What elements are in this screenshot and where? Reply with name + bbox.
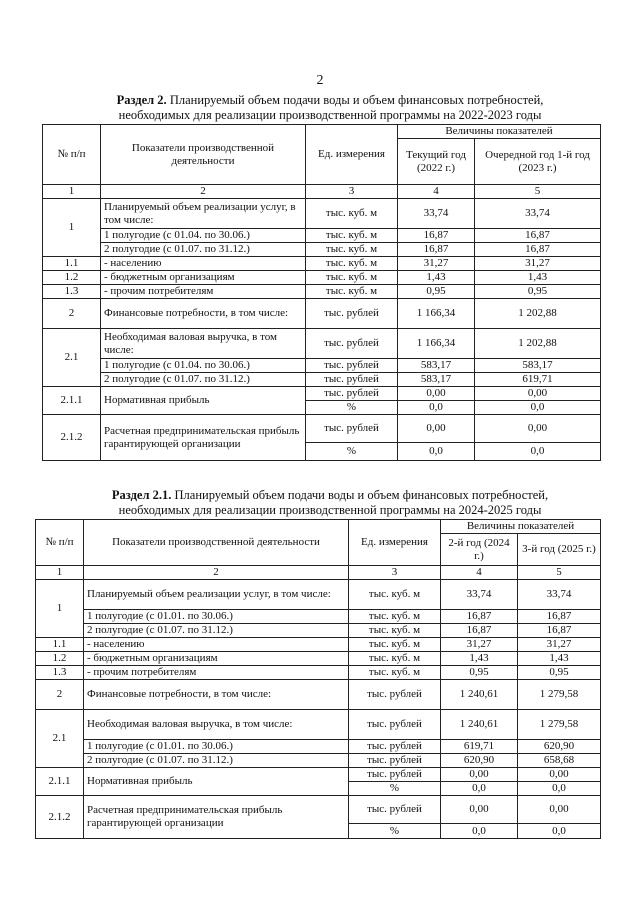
row-value-2: 0,0 xyxy=(518,824,601,839)
row-name: Необходимая валовая выручка, в том числе: xyxy=(101,329,306,359)
row-value-1: 0,95 xyxy=(398,285,475,299)
row-value-1: 33,74 xyxy=(441,580,518,610)
row-value-2: 0,0 xyxy=(518,782,601,796)
row-name: - населению xyxy=(84,638,349,652)
row-name: Нормативная прибыль xyxy=(84,768,349,796)
row-value-2: 658,68 xyxy=(518,754,601,768)
table-row xyxy=(36,610,601,624)
table-row xyxy=(36,624,601,638)
row-value-1: 1 240,61 xyxy=(441,710,518,740)
row-unit: тыс. рублей xyxy=(306,387,398,401)
header-col4: 2-й год (2024 г.) xyxy=(441,534,518,566)
row-value-1: 1 240,61 xyxy=(441,680,518,710)
row-value-1: 0,0 xyxy=(441,824,518,839)
header-num: № п/п xyxy=(43,125,101,185)
row-unit: % xyxy=(306,401,398,415)
section-2-heading-line1: Планируемый объем подачи воды и объем финансовых потребностей, xyxy=(171,488,549,502)
row-unit: тыс. рублей xyxy=(306,359,398,373)
table-row xyxy=(36,796,601,824)
row-value-2: 619,71 xyxy=(475,373,601,387)
header-num: № п/п xyxy=(36,520,84,566)
row-num: 1 xyxy=(36,580,84,638)
row-value-1: 1 166,34 xyxy=(398,329,475,359)
table-row xyxy=(43,271,601,285)
table-row xyxy=(36,638,601,652)
row-name: 1 полугодие (с 01.04. по 30.06.) xyxy=(101,229,306,243)
row-value-1: 1 166,34 xyxy=(398,299,475,329)
row-num: 2.1.2 xyxy=(43,415,101,461)
section-2-heading-bold: Раздел 2.1. xyxy=(111,488,172,502)
row-value-2: 0,00 xyxy=(518,768,601,782)
row-value-1: 0,00 xyxy=(441,768,518,782)
row-value-2: 620,90 xyxy=(518,740,601,754)
header-values: Величины показателей xyxy=(441,520,601,534)
row-num: 2.1.1 xyxy=(36,768,84,796)
header-col5: 3-й год (2025 г.) xyxy=(518,534,601,566)
row-num: 2.1 xyxy=(36,710,84,768)
colnum-3: 3 xyxy=(306,185,398,199)
row-unit: тыс. куб. м xyxy=(306,285,398,299)
row-name: 1 полугодие (с 01.04. по 30.06.) xyxy=(101,359,306,373)
row-num: 1.1 xyxy=(43,257,101,271)
section-1-table xyxy=(42,124,601,461)
colnum-4: 4 xyxy=(398,185,475,199)
row-name: - бюджетным организациям xyxy=(84,652,349,666)
row-value-1: 0,00 xyxy=(398,387,475,401)
row-value-1: 16,87 xyxy=(441,624,518,638)
row-unit: тыс. куб. м xyxy=(306,257,398,271)
row-num: 2.1 xyxy=(43,329,101,387)
row-value-1: 31,27 xyxy=(441,638,518,652)
row-unit: тыс. куб. м xyxy=(349,610,441,624)
row-name: 2 полугодие (с 01.07. по 31.12.) xyxy=(84,754,349,768)
row-unit: тыс. рублей xyxy=(306,373,398,387)
row-value-1: 0,00 xyxy=(398,415,475,443)
section-2-heading xyxy=(60,488,600,518)
table-row xyxy=(36,754,601,768)
header-indicators: Показатели производственной деятельности xyxy=(84,520,349,566)
table-row xyxy=(43,373,601,387)
row-value-2: 0,95 xyxy=(518,666,601,680)
row-value-1: 16,87 xyxy=(398,229,475,243)
row-name: Необходимая валовая выручка, в том числе: xyxy=(84,710,349,740)
row-value-2: 31,27 xyxy=(475,257,601,271)
row-value-2: 31,27 xyxy=(518,638,601,652)
row-unit: тыс. куб. м xyxy=(306,243,398,257)
table-row xyxy=(43,229,601,243)
header-values: Величины показателей xyxy=(398,125,601,139)
table-row xyxy=(36,652,601,666)
table-row xyxy=(43,199,601,229)
row-unit: тыс. рублей xyxy=(349,768,441,782)
section-2-table xyxy=(35,519,601,839)
row-value-1: 0,95 xyxy=(441,666,518,680)
table-row xyxy=(36,768,601,782)
row-value-1: 0,0 xyxy=(398,443,475,461)
row-name: Планируемый объем реализации услуг, в том числе: xyxy=(101,199,306,229)
row-name: - прочим потребителям xyxy=(101,285,306,299)
colnum-5: 5 xyxy=(518,566,601,580)
page-number: 2 xyxy=(316,73,324,88)
row-name: Расчетная предпринимательская прибыль гарантирующей организации xyxy=(101,415,306,461)
row-num: 1.2 xyxy=(36,652,84,666)
row-unit: тыс. куб. м xyxy=(349,580,441,610)
row-name: Расчетная предпринимательская прибыль гарантирующей организации xyxy=(84,796,349,839)
row-value-2: 0,00 xyxy=(475,387,601,401)
row-value-2: 33,74 xyxy=(518,580,601,610)
header-unit: Ед. измерения xyxy=(306,125,398,185)
row-value-2: 0,0 xyxy=(475,401,601,415)
row-name: Нормативная прибыль xyxy=(101,387,306,415)
row-value-2: 0,95 xyxy=(475,285,601,299)
section-1-heading-line1: Планируемый объем подачи воды и объем финансовых потребностей, xyxy=(166,93,544,107)
row-num: 1.1 xyxy=(36,638,84,652)
row-name: 2 полугодие (с 01.07. по 31.12.) xyxy=(101,243,306,257)
table-row xyxy=(36,580,601,610)
section-1-heading xyxy=(60,93,600,123)
section-1-heading-bold: Раздел 2. xyxy=(116,93,167,107)
section-2-heading-line2: необходимых для реализации производственной программы на 2024-2025 годы xyxy=(118,503,542,517)
row-name: Планируемый объем реализации услуг, в том числе: xyxy=(84,580,349,610)
table-row xyxy=(43,415,601,443)
colnum-5: 5 xyxy=(475,185,601,199)
row-name: - прочим потребителям xyxy=(84,666,349,680)
row-num: 1.3 xyxy=(36,666,84,680)
row-unit: тыс. рублей xyxy=(306,299,398,329)
row-unit: тыс. рублей xyxy=(349,680,441,710)
row-value-1: 0,00 xyxy=(441,796,518,824)
row-unit: тыс. рублей xyxy=(306,415,398,443)
header-col4: Текущий год (2022 г.) xyxy=(398,139,475,185)
row-unit: тыс. куб. м xyxy=(306,229,398,243)
row-value-2: 16,87 xyxy=(518,610,601,624)
row-name: 1 полугодие (с 01.01. по 30.06.) xyxy=(84,740,349,754)
row-unit: тыс. куб. м xyxy=(349,666,441,680)
row-value-2: 1,43 xyxy=(475,271,601,285)
table-row xyxy=(43,257,601,271)
row-value-1: 31,27 xyxy=(398,257,475,271)
table-row xyxy=(43,359,601,373)
row-unit: тыс. куб. м xyxy=(349,638,441,652)
header-col5: Очередной год 1-й год (2023 г.) xyxy=(475,139,601,185)
table-row xyxy=(36,666,601,680)
row-num: 1.3 xyxy=(43,285,101,299)
row-value-2: 33,74 xyxy=(475,199,601,229)
table-row xyxy=(36,740,601,754)
row-unit: тыс. рублей xyxy=(349,796,441,824)
row-num: 1.2 xyxy=(43,271,101,285)
row-value-1: 620,90 xyxy=(441,754,518,768)
colnum-1: 1 xyxy=(43,185,101,199)
row-unit: % xyxy=(349,782,441,796)
row-name: - населению xyxy=(101,257,306,271)
row-name: Финансовые потребности, в том числе: xyxy=(101,299,306,329)
colnum-2: 2 xyxy=(101,185,306,199)
row-name: 2 полугодие (с 01.07. по 31.12.) xyxy=(84,624,349,638)
table-row xyxy=(43,299,601,329)
row-value-2: 1 279,58 xyxy=(518,680,601,710)
row-value-1: 33,74 xyxy=(398,199,475,229)
row-unit: тыс. куб. м xyxy=(349,652,441,666)
row-value-2: 1 202,88 xyxy=(475,329,601,359)
row-value-2: 583,17 xyxy=(475,359,601,373)
table-row xyxy=(36,710,601,740)
colnum-1: 1 xyxy=(36,566,84,580)
section-1-heading-line2: необходимых для реализации производственной программы на 2022-2023 годы xyxy=(118,108,542,122)
row-num: 2.1.1 xyxy=(43,387,101,415)
colnum-4: 4 xyxy=(441,566,518,580)
row-value-1: 0,0 xyxy=(441,782,518,796)
row-unit: тыс. рублей xyxy=(349,710,441,740)
header-indicators: Показатели производственной деятельности xyxy=(101,125,306,185)
row-value-2: 1 279,58 xyxy=(518,710,601,740)
table-row xyxy=(43,329,601,359)
row-value-2: 16,87 xyxy=(475,243,601,257)
table-row xyxy=(43,285,601,299)
row-num: 2.1.2 xyxy=(36,796,84,839)
row-value-1: 583,17 xyxy=(398,359,475,373)
row-unit: тыс. рублей xyxy=(306,329,398,359)
row-value-2: 0,00 xyxy=(518,796,601,824)
row-unit: тыс. рублей xyxy=(349,754,441,768)
row-unit: % xyxy=(306,443,398,461)
table-row xyxy=(43,243,601,257)
row-value-1: 16,87 xyxy=(441,610,518,624)
row-num: 2 xyxy=(36,680,84,710)
table-row xyxy=(36,680,601,710)
row-unit: тыс. куб. м xyxy=(306,199,398,229)
row-unit: % xyxy=(349,824,441,839)
row-value-2: 16,87 xyxy=(475,229,601,243)
row-unit: тыс. куб. м xyxy=(306,271,398,285)
row-num: 1 xyxy=(43,199,101,257)
row-value-1: 16,87 xyxy=(398,243,475,257)
header-unit: Ед. измерения xyxy=(349,520,441,566)
row-unit: тыс. рублей xyxy=(349,740,441,754)
colnum-3: 3 xyxy=(349,566,441,580)
row-value-2: 1,43 xyxy=(518,652,601,666)
row-value-2: 0,00 xyxy=(475,415,601,443)
row-name: - бюджетным организациям xyxy=(101,271,306,285)
colnum-2: 2 xyxy=(84,566,349,580)
row-name: Финансовые потребности, в том числе: xyxy=(84,680,349,710)
row-value-1: 0,0 xyxy=(398,401,475,415)
row-name: 1 полугодие (с 01.01. по 30.06.) xyxy=(84,610,349,624)
row-value-1: 583,17 xyxy=(398,373,475,387)
row-num: 2 xyxy=(43,299,101,329)
row-value-1: 1,43 xyxy=(398,271,475,285)
row-value-2: 1 202,88 xyxy=(475,299,601,329)
row-value-1: 1,43 xyxy=(441,652,518,666)
row-unit: тыс. куб. м xyxy=(349,624,441,638)
row-name: 2 полугодие (с 01.07. по 31.12.) xyxy=(101,373,306,387)
row-value-1: 619,71 xyxy=(441,740,518,754)
table-row xyxy=(43,387,601,401)
row-value-2: 0,0 xyxy=(475,443,601,461)
row-value-2: 16,87 xyxy=(518,624,601,638)
